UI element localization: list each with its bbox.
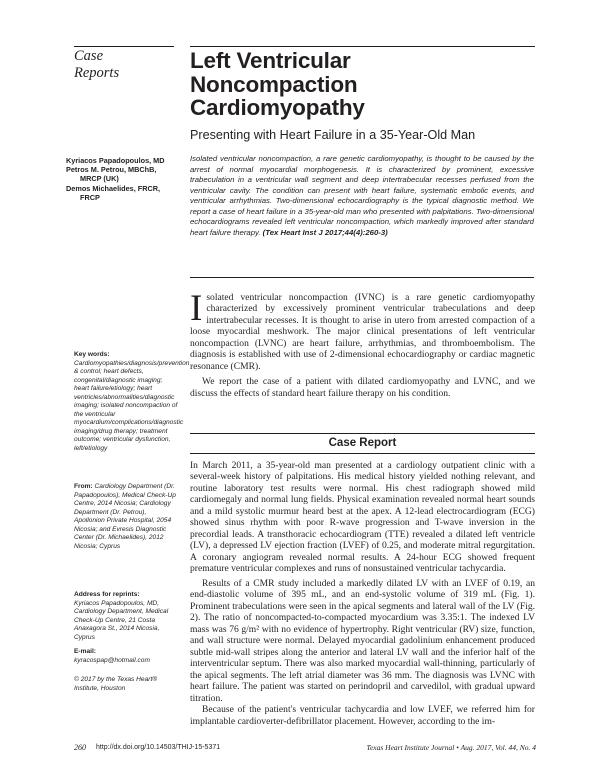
author-3: Demos Michaelides, FRCR, xyxy=(66,183,161,193)
keywords-label: Key words: xyxy=(74,351,110,358)
section-label-line1: Case xyxy=(74,48,103,64)
dropcap: I xyxy=(190,288,203,329)
copyright-block xyxy=(74,676,178,693)
intro-paragraph-1-text: solated ventricular noncompaction (IVNC) is a rare genetic cardiomyopathy characterized by excessively prominent ventricular trabeculations and deep intertrabecular recesses. It is thought to arise in utero from arrested compaction of a loose myocardial meshwork. The major clinical presentations of left ventricular noncompaction (LVNC) are heart failure, arrhythmias, and thromboembolism. The diagnosis is established with use of 2-dimensional echocardiography or cardiac magnetic resonance (CMR). xyxy=(190,292,535,372)
journal-citation: Texas Heart Institute Journal • Aug. 2017, Vol. 44, No. 4 xyxy=(366,743,536,752)
case-report-section xyxy=(190,460,535,727)
keywords-block xyxy=(74,351,190,453)
author-2-credentials: MRCP (UK) xyxy=(80,174,119,184)
case-paragraph-2: Results of a CMR study included a markedly dilated LV with an LVEF of 0.19, an end-diastolic volume of 395 mL, and an end-systolic volume of 319 mL (Fig. 1). Prominent trabeculations were seen in the apical segments and lateral wall of the LV (Fig. 2). The ratio of noncompacted-to-compacted myocardium was 3.35:1. The indexed LV mass was 76 g/m² with no evidence of hypertrophy. Right ventricular (RV) size, function, and wall structure were normal. Delayed myocardial gadolinium enhancement produced subtle mid-wall stripes along the anterior and lateral LV wall and the inferior half of the interventricular septum. There was also marked myocardial wall-thinning, particularly of the apical segments. The left atrial diameter was 36 mm. The diagnosis was LVNC with heart failure. The patient was started on perindopril and carvedilol, with gradual upward titration. xyxy=(190,577,535,704)
email-address[interactable]: kyracospap@hotmail.com xyxy=(74,656,150,664)
title-line3: Cardiomyopathy xyxy=(190,95,365,120)
copyright-text: © 2017 by the Texas Heart® Institute, Houston xyxy=(74,676,158,692)
email-label: E-mail: xyxy=(74,648,96,655)
doi-link[interactable]: http://dx.doi.org/10.14503/THIJ-15-5371 xyxy=(96,744,221,751)
page-number: 260 xyxy=(74,743,86,752)
case-heading-rule-bottom xyxy=(190,453,535,454)
intro-paragraph-1 xyxy=(190,288,535,372)
title-line2: Noncompaction xyxy=(190,71,358,97)
intro-paragraph-2: We report the case of a patient with dilated cardiomyopathy and LVNC, and we discuss the effects of standard heart failure therapy on his condition. xyxy=(190,376,535,399)
reprints-text: Kyriacos Papadopoulos, MD, Cardiology Department, Medical Check-Up Centre, 21 Costa Anaxagora St., 2014 Nicosia, Cyprus xyxy=(74,599,169,641)
author-3-credentials: FRCP xyxy=(80,192,100,202)
from-label: From: xyxy=(74,483,93,490)
section-label xyxy=(74,48,174,82)
article-title xyxy=(190,49,540,120)
case-paragraph-3: Because of the patient's ventricular tachycardia and low LVEF, we referred him for implantable cardioverter-defibrillator placement. However, according to the im- xyxy=(190,704,535,727)
author-list xyxy=(66,156,184,202)
abstract xyxy=(190,154,534,238)
reprints-label: Address for reprints: xyxy=(74,591,140,598)
case-report-heading: Case Report xyxy=(328,437,397,449)
abstract-rule xyxy=(190,277,534,278)
email-block xyxy=(74,648,178,665)
author-1: Kyriacos Papadopoulos, MD xyxy=(66,156,165,165)
author-2: Petros M. Petrou, MBChB, xyxy=(66,165,157,175)
case-heading-rule-top xyxy=(190,433,535,434)
keywords-text: Cardiomyopathies/diagnosis/prevention & control; heart defects, congenital/diagnostic imaging; heart failure/etiology; heart ventricles/abnormalities/diagnostic imaging; isolated noncompaction of the ventricular myocardium/complications/diagnostic imaging/drug therapy; treatment outcome; ventricular dysfunction, left/etiology xyxy=(74,359,190,452)
title-line1: Left Ventricular xyxy=(190,48,351,73)
case-paragraph-1: In March 2011, a 35-year-old man presented at a cardiology outpatient clinic with a several-week history of palpitations. His medical history yielded nothing relevant, and routine laboratory test results were normal. His chest radiograph showed mild cardiomegaly and normal lung fields. Physical examination revealed normal heart sounds and a mild systolic murmur heard best at the apex. A 12-lead electrocardiogram (ECG) showed sinus rhythm with poor R-wave progression and T-wave inversion in the precordial leads. A transthoracic echocardiogram (TTE) revealed a dilated left ventricle (LV), a depressed LV ejection fraction (LVEF) of 0.25, and moderate mitral regurgitation. A coronary angiogram revealed normal results. A 24-hour ECG showed frequent premature ventricular complexes and runs of nonsustained ventricular tachycardia. xyxy=(190,460,535,575)
title-rule xyxy=(190,46,535,47)
intro-section xyxy=(190,288,535,399)
article-subtitle: Presenting with Heart Failure in a 35-Year-Old Man xyxy=(190,128,476,142)
abstract-citation: (Tex Heart Inst J 2017;44(4):260-3) xyxy=(262,227,388,237)
section-rule xyxy=(74,46,174,47)
section-label-line2: Reports xyxy=(74,65,120,81)
abstract-text: Isolated ventricular noncompaction, a rare genetic cardiomyopathy, is thought to be caused by the arrest of normal myocardial morphogenesis. It is characterized by prominent, excessive trabeculation in a ventricular wall segment and deep intertrabecular recesses perfused from the ventricular cavity. The condition can present with heart failure, systematic embolic events, and ventricular arrhythmias. Two-dimensional echocardiography is the typical diagnostic method. We report a case of heart failure in a 35-year-old man who presented with palpitations. Two-dimensional echocardiograms revealed left ventricular noncompaction, which markedly improved after standard heart failure therapy. xyxy=(190,154,534,237)
reprints-block xyxy=(74,591,178,642)
affiliations-block xyxy=(74,483,178,551)
from-text: Cardiology Department (Dr. Papadopoulos), Medical Check-Up Centre, 2014 Nicosia; Cardiology Department (Dr. Petrou), Apollonion Private Hospital, 2054 Nicosia; and Evresis Diagnostic Center (Dr. Michaelides), 2012 Nicosia; Cyprus xyxy=(74,483,176,550)
